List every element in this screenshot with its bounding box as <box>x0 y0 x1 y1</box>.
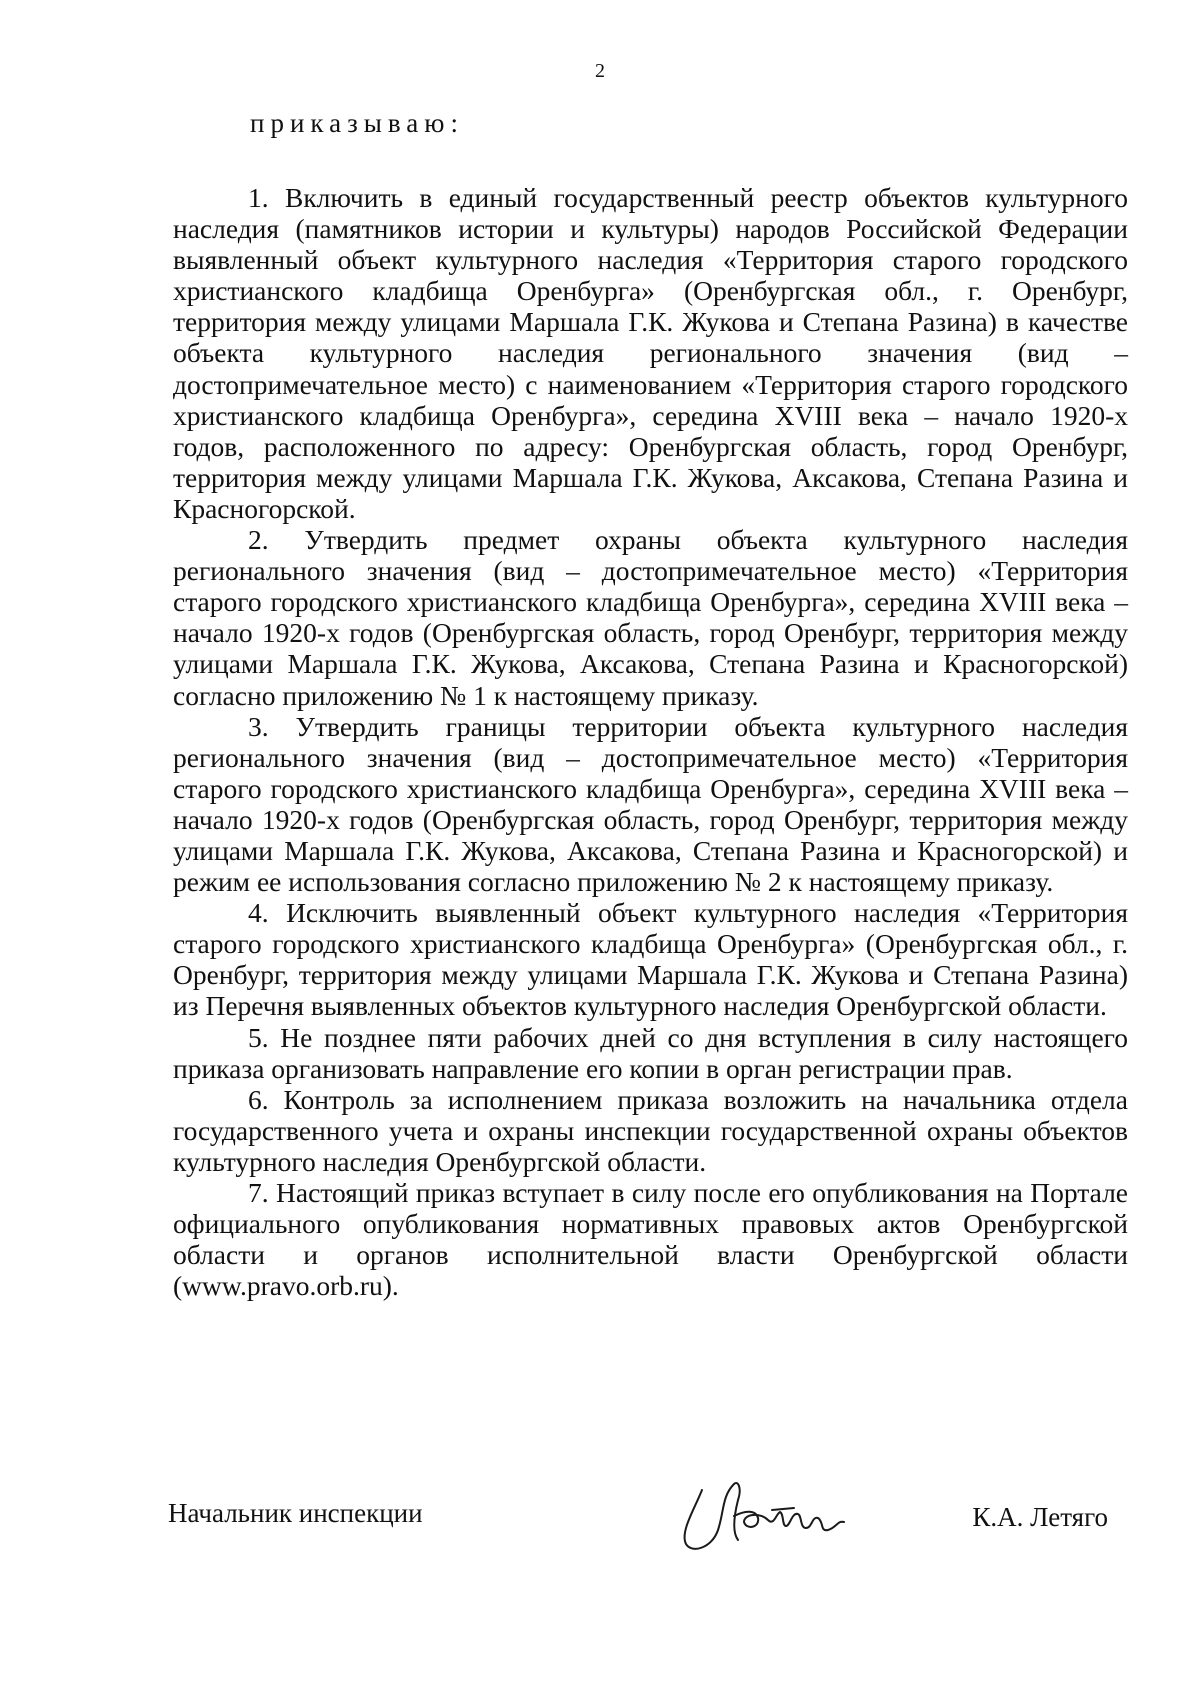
clause-7: 7. Настоящий приказ вступает в силу после его опубликования на Портале официального опубликования нормативных правовых актов Оренбургской области и органов исполнительной власти Оренбургской области (www.pravo.orb.ru). <box>173 1177 1128 1302</box>
order-clauses <box>173 182 1128 1301</box>
clause-1: 1. Включить в единый государственный реестр объектов культурного наследия (памятников истории и культуры) народов Российской Федерации выявленный объект культурного наследия «Территория старого городского христианского кладбища Оренбурга» (Оренбургская обл., г. Оренбург, территория между улицами Маршала Г.К. Жукова и Степана Разина) в качестве объекта культурного наследия регионального значения (вид – достопримечательное место) с наименованием «Территория старого городского христианского кладбища Оренбурга», середина XVIII века – начало 1920-х годов, расположенного по адресу: Оренбургская область, город Оренбург, территория между улицами Маршала Г.К. Жукова, Аксакова, Степана Разина и Красногорской. <box>173 182 1128 524</box>
clause-4: 4. Исключить выявленный объект культурного наследия «Территория старого городского христианского кладбища Оренбурга» (Оренбургская обл., г. Оренбург, территория между улицами Маршала Г.К. Жукова и Степана Разина) из Перечня выявленных объектов культурного наследия Оренбургской области. <box>173 897 1128 1022</box>
handwritten-signature <box>672 1470 862 1560</box>
order-heading: приказываю: <box>250 108 464 138</box>
clause-3: 3. Утвердить границы территории объекта культурного наследия регионального значения (вид – достопримечательное место) «Территория старого городского христианского кладбища Оренбурга», середина XVIII века – начало 1920-х годов (Оренбургская область, город Оренбург, территория между улицами Маршала Г.К. Жукова, Аксакова, Степана Разина и Красногорской) и режим ее использования согласно приложению № 2 к настоящему приказу. <box>173 710 1128 898</box>
signer-name: К.А. Летяго <box>972 1502 1108 1532</box>
signer-title: Начальник инспекции <box>168 1498 423 1528</box>
clause-5: 5. Не позднее пяти рабочих дней со дня вступления в силу настоящего приказа организовать направление его копии в орган регистрации прав. <box>173 1021 1128 1084</box>
clause-2: 2. Утвердить предмет охраны объекта культурного наследия регионального значения (вид – достопримечательное место) «Территория старого городского христианского кладбища Оренбурга», середина XVIII века – начало 1920-х годов (Оренбургская область, город Оренбург, территория между улицами Маршала Г.К. Жукова, Аксакова, Степана Разина и Красногорской) согласно приложению № 1 к настоящему приказу. <box>173 524 1128 711</box>
clause-6: 6. Контроль за исполнением приказа возложить на начальника отдела государственного учета и охраны инспекции государственной охраны объектов культурного наследия Оренбургской области. <box>173 1083 1128 1177</box>
signature-block <box>168 1470 1128 1560</box>
page-number: 2 <box>595 60 605 82</box>
